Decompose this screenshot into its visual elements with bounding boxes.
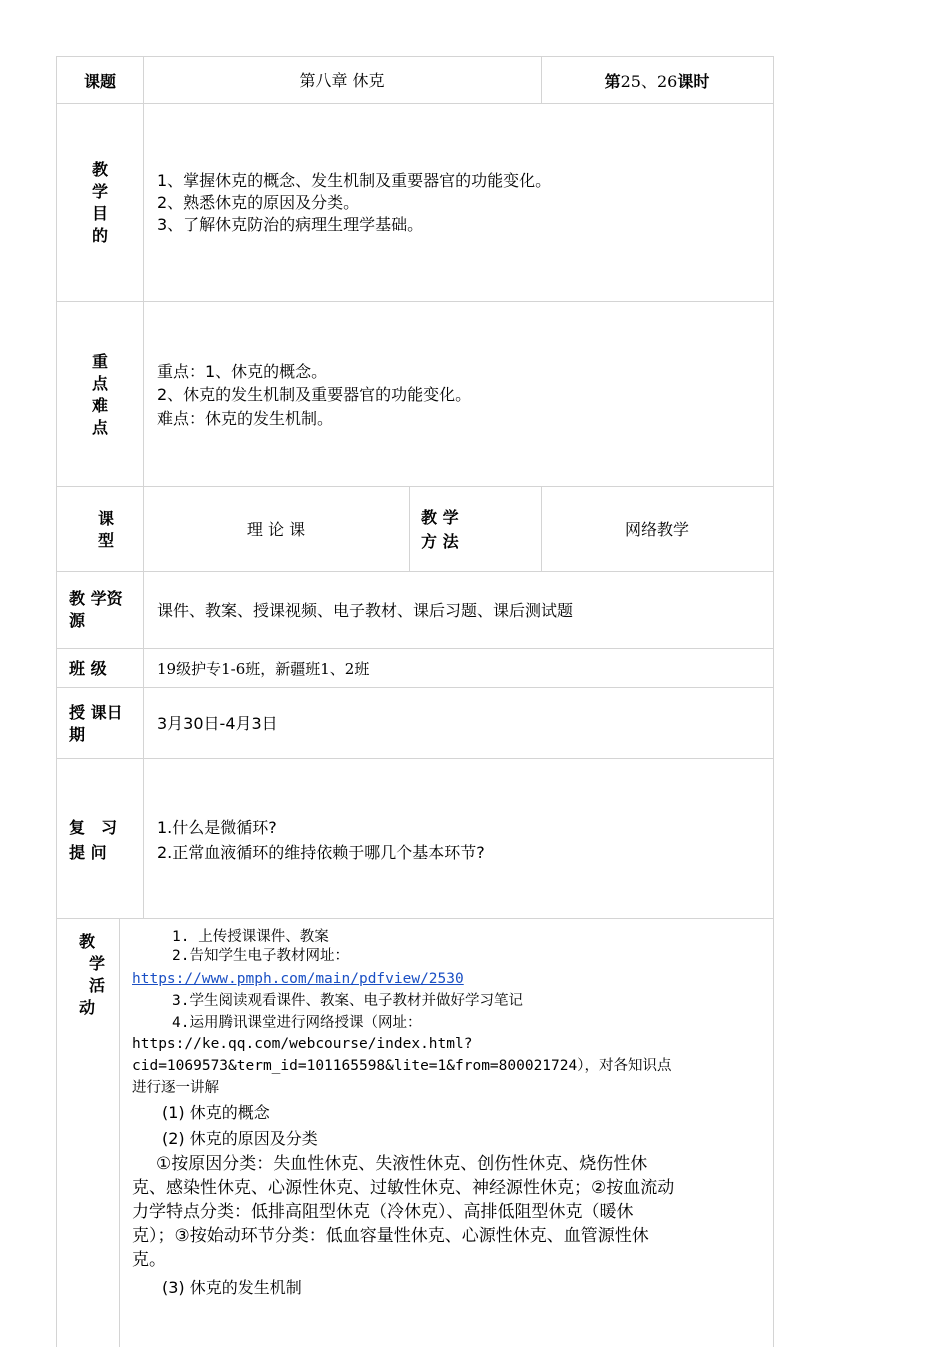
date-value: 3月30日-4月3日 [157, 714, 278, 733]
resources-label [56, 571, 144, 649]
objectives-label-char: 的 [91, 226, 108, 245]
key-point-line: 难点：休克的发生机制。 [157, 409, 334, 428]
review-question: 1.什么是微循环? [157, 818, 277, 837]
review-label-cell [56, 758, 144, 919]
objectives-label-char: 目 [91, 204, 108, 223]
objective-line: 2、熟悉休克的原因及分类。 [157, 193, 360, 212]
course-type-label-char: 型 [97, 530, 114, 550]
class-value: 19级护专1-6班，新疆班1、2班 [157, 660, 370, 678]
objective-line: 3、了解休克防治的病理生理学基础。 [157, 215, 424, 234]
activity-url-line: 进行逐一讲解 [132, 1080, 219, 1096]
method-label [409, 486, 542, 572]
resources-content [143, 571, 774, 649]
classification-line: 力学特点分类：低排高阻型休克（冷休克）、高排低阻型休克（暖休 [132, 1202, 634, 1222]
review-label-line: 复 习 [69, 818, 118, 837]
date-label-line: 期 [69, 725, 86, 744]
resources-label-line: 教 学资 [69, 589, 123, 608]
class-content [143, 648, 774, 688]
classification-line: 克。 [132, 1250, 166, 1270]
review-content [143, 758, 774, 919]
activities-label [56, 918, 120, 1347]
topic-label: 课题 [56, 56, 144, 104]
course-type-label-char: 课 [97, 508, 114, 528]
objectives-label-char: 教 [91, 160, 108, 179]
period-suffix: 课时 [677, 72, 710, 91]
date-content [143, 687, 774, 759]
objectives-label-char: 学 [91, 182, 108, 201]
method-label-line: 教 学 [421, 508, 459, 527]
course-type-label [56, 486, 144, 572]
activity-item: 2.告知学生电子教材网址： [172, 948, 349, 964]
activities-label-char: 教 [79, 932, 96, 951]
objective-line: 1、掌握休克的概念、发生机制及重要器官的功能变化。 [157, 171, 552, 190]
activities-label-char: 学 [89, 954, 106, 973]
review-question: 2.正常血液循环的维持依赖于哪几个基本环节? [157, 843, 485, 862]
key-points-content [143, 301, 774, 487]
activity-subtopic: (2) 休克的原因及分类 [162, 1129, 318, 1148]
classification-line: ①按原因分类：失血性休克、失液性休克、创伤性休克、烧伤性休 [156, 1154, 648, 1174]
date-label-cell [56, 687, 144, 759]
classification-line: 克）；③按始动环节分类：低血容量性休克、心源性休克、血管源性休 [132, 1226, 649, 1246]
activities-label-char: 活 [89, 976, 106, 995]
activity-url-line: cid=1069573&term_id=101165598&lite=1&from=800021724），对各知识点 [132, 1058, 672, 1074]
objectives-content [143, 103, 774, 302]
activities-content [119, 918, 774, 1347]
activity-url-line: https://ke.qq.com/webcourse/index.html? [132, 1036, 473, 1052]
review-label-line: 提 问 [69, 843, 107, 862]
resources-label-line: 源 [69, 611, 86, 630]
topic-value: 第八章 休克 [143, 56, 542, 104]
activities-label-char: 动 [79, 998, 96, 1017]
e-textbook-link[interactable]: https://www.pmph.com/main/pdfview/2530 [132, 971, 464, 987]
key-points-label [56, 301, 144, 487]
key-point-line: 重点：1、休克的概念。 [157, 362, 328, 381]
key-points-label-char: 点 [91, 373, 108, 393]
key-points-label-char: 难 [91, 395, 108, 415]
activity-item: 3.学生阅读观看课件、教案、电子教材并做好学习笔记 [172, 993, 523, 1009]
classification-line: 克、感染性休克、心源性休克、过敏性休克、神经源性休克；②按血流动 [132, 1178, 675, 1198]
key-point-line: 2、休克的发生机制及重要器官的功能变化。 [157, 385, 472, 404]
objectives-label [56, 103, 144, 302]
period-cell [541, 56, 774, 104]
method-label-line: 方 法 [421, 532, 459, 551]
activity-item: 1. 上传授课课件、教案 [172, 929, 329, 945]
resources-value: 课件、教案、授课视频、电子教材、课后习题、课后测试题 [157, 601, 574, 620]
class-label: 班 级 [69, 659, 107, 678]
activity-subtopic: (3) 休克的发生机制 [162, 1278, 302, 1297]
class-label-cell [56, 648, 144, 688]
activity-subtopic: (1) 休克的概念 [162, 1103, 270, 1122]
activity-item: 4.运用腾讯课堂进行网络授课（网址： [172, 1015, 422, 1031]
period-numbers: 25、26 [620, 72, 678, 91]
period-prefix: 第 [604, 72, 621, 91]
key-points-label-char: 重 [91, 351, 108, 371]
key-points-label-char: 点 [91, 417, 108, 437]
method-value: 网络教学 [541, 486, 774, 572]
date-label-line: 授 课日 [69, 703, 123, 722]
course-type-value: 理 论 课 [143, 486, 410, 572]
